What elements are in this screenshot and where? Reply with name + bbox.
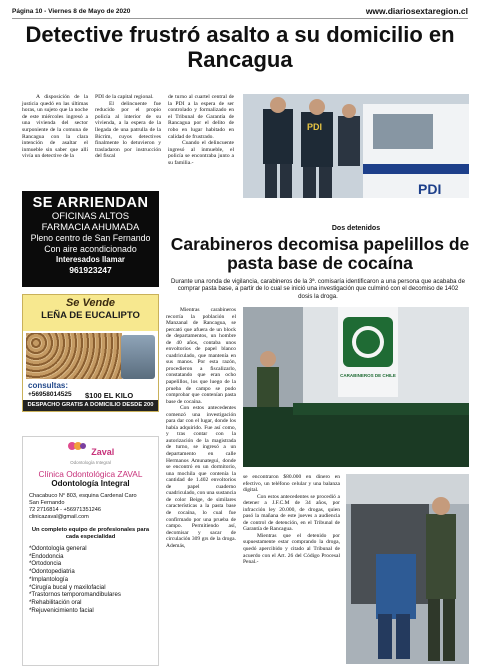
ad-headline: SE ARRIENDAN	[32, 195, 149, 211]
zaval-phones[interactable]: 72 2716814 - +56971351246	[29, 507, 102, 513]
article2-paragraph: Con estos antecedentes comenzó una investigación para dar con el lugar, donde los había adquirido. Fue así como, y tras contar con la autorización de la magistrada de turno, se ingresó a un departamento en calle Hermanos Amunategui, donde se encontró en un dormitorio, una mochila que contenía la cantidad de 1.402 envoltorios de papel cuaderno cuadriculado, con una sustancia de color Beige, de similares características a la pasta base de cocaína, lo cual fue confirmado por una prueba de campo. Permitiendo así, decomisar y sacar de circulación 309 grs de la droga. Además,	[166, 405, 236, 549]
carabineros-badge-label: CARABINEROS DE CHILE	[340, 373, 396, 378]
list-item: *Implantología	[29, 575, 68, 583]
ad-lena-sevende: Se Vende	[65, 297, 116, 309]
zaval-team: Un completo equipo de profesionales para cada especialidad	[31, 527, 150, 540]
article1-paragraph: El delincuente fue reducido por el propio policía al interior de su vivienda, a la espera de la llegada de una patrulla de la Bicrim, cuyos detectives finalmente lo detuvieron y trasladaron por instrucción del fiscal	[95, 100, 161, 160]
arrest-photo-illustration	[346, 474, 469, 664]
ad-line: FARMACIA AHUMADA	[41, 222, 140, 233]
article1-paragraph: A disposición de la justicia quedó en las últimas horas, un sujeto que la noche de este miércoles ingresó a una vivienda del sector surponiente de la comuna de Rancagua con la clara intención de asaltar el inmueble sin saber que allí vivía un detective de la	[22, 94, 88, 160]
page-header-date: Página 10 - Viernes 8 de Mayo de 2020	[12, 8, 131, 15]
ad-line: Con aire acondicionado	[44, 243, 137, 254]
article2-column-1	[166, 307, 236, 549]
arrest-photo	[346, 474, 469, 664]
article2-paragraph: Mientras que el detenido por supuestamente estar comprando la droga, quedó apercibido y citado al Tribunal de acuerdo con el Art. 26 del Código Procesal Penal.-	[243, 532, 340, 566]
ad-line: Pleno centro de San Fernando	[30, 233, 151, 243]
header-divider	[12, 18, 468, 19]
article2-paragraph: Mientras carabineros recorría la población el Manzanal de Rancagua, se percató que afuera de un block de departamentos, un hombre de 40 años, contaba unos envoltorios de papel blanco cuadriculado, que mantenía en sus manos. Por esta razón, procedieron a fiscalizarlo, constatando que eran ocho papelillos, los que luego de la prueba de campo se pudo comprobar que contenían pasta base de cocaína.	[166, 307, 236, 405]
article1-column-1	[22, 94, 88, 160]
zaval-logo-name: Zaval	[91, 447, 115, 457]
list-item: *Cirugía bucal y maxilofacial	[29, 583, 106, 591]
ad-lena-consultas: consultas:	[28, 381, 69, 390]
ad-oficinas-arriendo[interactable]	[22, 191, 159, 287]
site-url[interactable]: www.diariosextaregion.cl	[365, 6, 468, 16]
zaval-specialties	[29, 545, 152, 614]
list-item: *Ortodoncia	[29, 560, 62, 568]
article2-lead: Durante una ronda de vigilancia, carabineros de la 3ª. comisaría identificaron a una persona que acababa de comprar pasta base, a partir de lo cual se inició una investigación que culminó con el decomiso de 1402 dosis la droga.	[171, 278, 465, 300]
article1-column-2	[95, 94, 161, 160]
zaval-city: San Fernando	[29, 500, 65, 506]
seizure-photo-illustration	[243, 307, 469, 467]
firewood-logs-image	[26, 333, 122, 379]
article1-title: Detective frustró asalto a su domicilio en Rancagua	[25, 22, 455, 72]
list-item: *Endodoncia	[29, 552, 64, 560]
list-item: *Odontología general	[29, 545, 87, 552]
article1-paragraph: Cuando el delincuente ingresó al inmueble, el policía se encontraba junto a su familia.-	[168, 140, 234, 166]
article2-paragraph: se encontraron $80.000 en dinero en efectivo, un teléfono celular y una balanza digital.	[243, 474, 340, 494]
zaval-subtitle: Odontología Integral	[51, 479, 130, 488]
list-item: *Odontopediatria	[29, 568, 75, 576]
ad-line: OFICINAS ALTOS	[51, 211, 130, 222]
list-item: *Trastornos temporomandibulares	[29, 591, 121, 599]
article1-column-3	[168, 94, 234, 167]
article2-title: Carabineros decomisa papelillos de pasta base de cocaína	[170, 234, 470, 273]
ad-lena-title: LEÑA DE EUCALIPTO	[41, 310, 140, 321]
zaval-logo	[29, 441, 152, 469]
zaval-logo-sub: Odontología Integral	[70, 460, 111, 465]
ad-clinica-zaval[interactable]	[22, 436, 159, 666]
article1-paragraph: PDI de la capital regional.	[95, 94, 154, 100]
pdi-officers-photo	[243, 94, 469, 198]
list-item: *Rejuvenicimiento facial	[29, 606, 94, 614]
article1-paragraph: de turno al cuartel central de la PDI a la espera de ser controlado y formalizado en el Tribunal de Garantía de Rancagua por el delito de robo en lugar habitado en calidad de frustrado.	[168, 94, 234, 140]
article2-paragraph: Con estos antecedentes se procedió a detener a J.F.C.M de 34 años, por infracción ley 20.000, de drogas, quien pasó la mañana de este jueves a audiencia de control de detención, en el Tribunal de Garantía de Rancagua.	[243, 493, 340, 533]
zaval-clinic-name: Clínica Odontológica ZAVAL	[38, 469, 143, 479]
article2-column-2	[243, 474, 340, 566]
pdi-car-label: PDI	[418, 181, 442, 197]
zaval-address: Chacabuco N° 803, esquina Cardenal Caro	[29, 493, 137, 499]
article2-kicker: Dos detenidos	[331, 225, 381, 232]
svg-text:PDI: PDI	[307, 122, 323, 132]
ad-lena-price: $100 EL KILO	[85, 391, 134, 400]
ad-lena-eucalipto[interactable]	[22, 294, 159, 419]
pdi-photo-illustration	[243, 94, 469, 198]
list-item: *Rehabilitación oral	[29, 598, 82, 606]
zaval-contact	[29, 493, 152, 521]
zaval-email[interactable]: clinicazaval@gmail.com	[29, 514, 89, 520]
drug-seizure-photo	[243, 307, 469, 467]
delivery-truck-image	[121, 335, 155, 379]
ad-phone[interactable]: 961923247	[69, 264, 112, 275]
ad-lena-phone[interactable]: +56958014525	[28, 391, 72, 398]
tooth-icon	[67, 441, 87, 455]
ad-lena-banner	[23, 295, 158, 331]
ad-line: Interesados llamar	[56, 255, 125, 264]
ad-lena-dispatch: DESPACHO GRATIS A DOMICILIO DESDE 200 KILOS	[23, 400, 158, 411]
